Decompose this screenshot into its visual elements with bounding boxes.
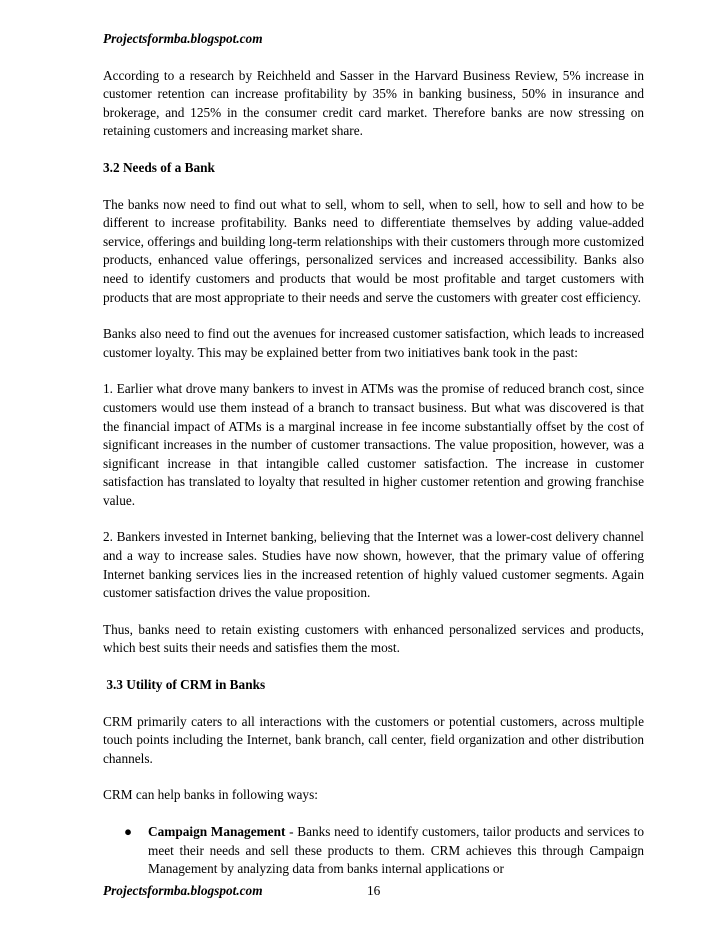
paragraph-internet-banking: 2. Bankers invested in Internet banking, believing that the Internet was a lower-cost delivery channel and a way to increase sales. Studies have now shown, however, that the primary value of offering Internet banking services lies in the increased retention of highly valued customer segments. Again customer satisfaction drives the value proposition. xyxy=(103,529,644,601)
page-number: 16 xyxy=(367,883,381,898)
list-item-term: Campaign Management xyxy=(148,824,286,839)
crm-benefits-list xyxy=(103,823,644,879)
section-heading-utility-of-crm: 3.3 Utility of CRM in Banks xyxy=(103,677,266,693)
paragraph-atms: 1. Earlier what drove many bankers to invest in ATMs was the promise of reduced branch cost, since customers would use them instead of a branch to transact business. But what was discovered is that the financial impact of ATMs is a marginal increase in fee income substantially offset by the cost of significant increases in the number of customer transactions. The value proposition, however, was a significant increase in that intangible called customer satisfaction. The increase in customer satisfaction has translated to loyalty that resulted in higher customer retention and growing franchise value. xyxy=(103,381,644,508)
page-footer xyxy=(103,882,644,900)
paragraph-crm-caters: CRM primarily caters to all interactions with the customers or potential customers, across multiple touch points including the Internet, bank branch, call center, field organization and other distribution channels. xyxy=(103,713,644,766)
paragraph-retain-customers: Thus, banks need to retain existing customers with enhanced personalized services and products, which best suits their needs and satisfies them the most. xyxy=(103,621,644,656)
page-header: Projectsformba.blogspot.com xyxy=(103,31,263,46)
paragraph-crm-help: CRM can help banks in following ways: xyxy=(103,787,318,803)
paragraph-needs: The banks now need to find out what to sell, whom to sell, when to sell, how to sell and how to be different to increase profitability. Banks need to differentiate themselves by adding value-added service, offerings and building long-term relationships with their customers through more customized products, enhanced value offerings, personalized services and increased accessibility. Banks also need to identify customers and products that would be most profitable and target customers with products that are most appropriate to their needs and serve the customers with greater cost efficiency. xyxy=(103,196,644,305)
section-heading-needs-of-a-bank: 3.2 Needs of a Bank xyxy=(103,159,215,175)
list-item xyxy=(103,823,644,879)
document-page xyxy=(103,30,644,879)
paragraph-research: According to a research by Reichheld and Sasser in the Harvard Business Review, 5% increase in customer retention can increase profitability by 35% in banking business, 50% in insurance and brokerage, and 125% in the consumer credit card market. Therefore banks are now stressing on retaining customers and increasing market share. xyxy=(103,67,644,139)
list-item-text: - Banks need to identify customers, tailor products and services to meet their needs and sell these products to them. CRM achieves this through Campaign Management by analyzing data from banks internal applications or xyxy=(148,824,644,877)
paragraph-avenues: Banks also need to find out the avenues for increased customer satisfaction, which leads to increased customer loyalty. This may be explained better from two initiatives bank took in the past: xyxy=(103,326,644,360)
bullet-icon: ● xyxy=(124,824,133,839)
footer-site: Projectsformba.blogspot.com xyxy=(103,883,263,898)
